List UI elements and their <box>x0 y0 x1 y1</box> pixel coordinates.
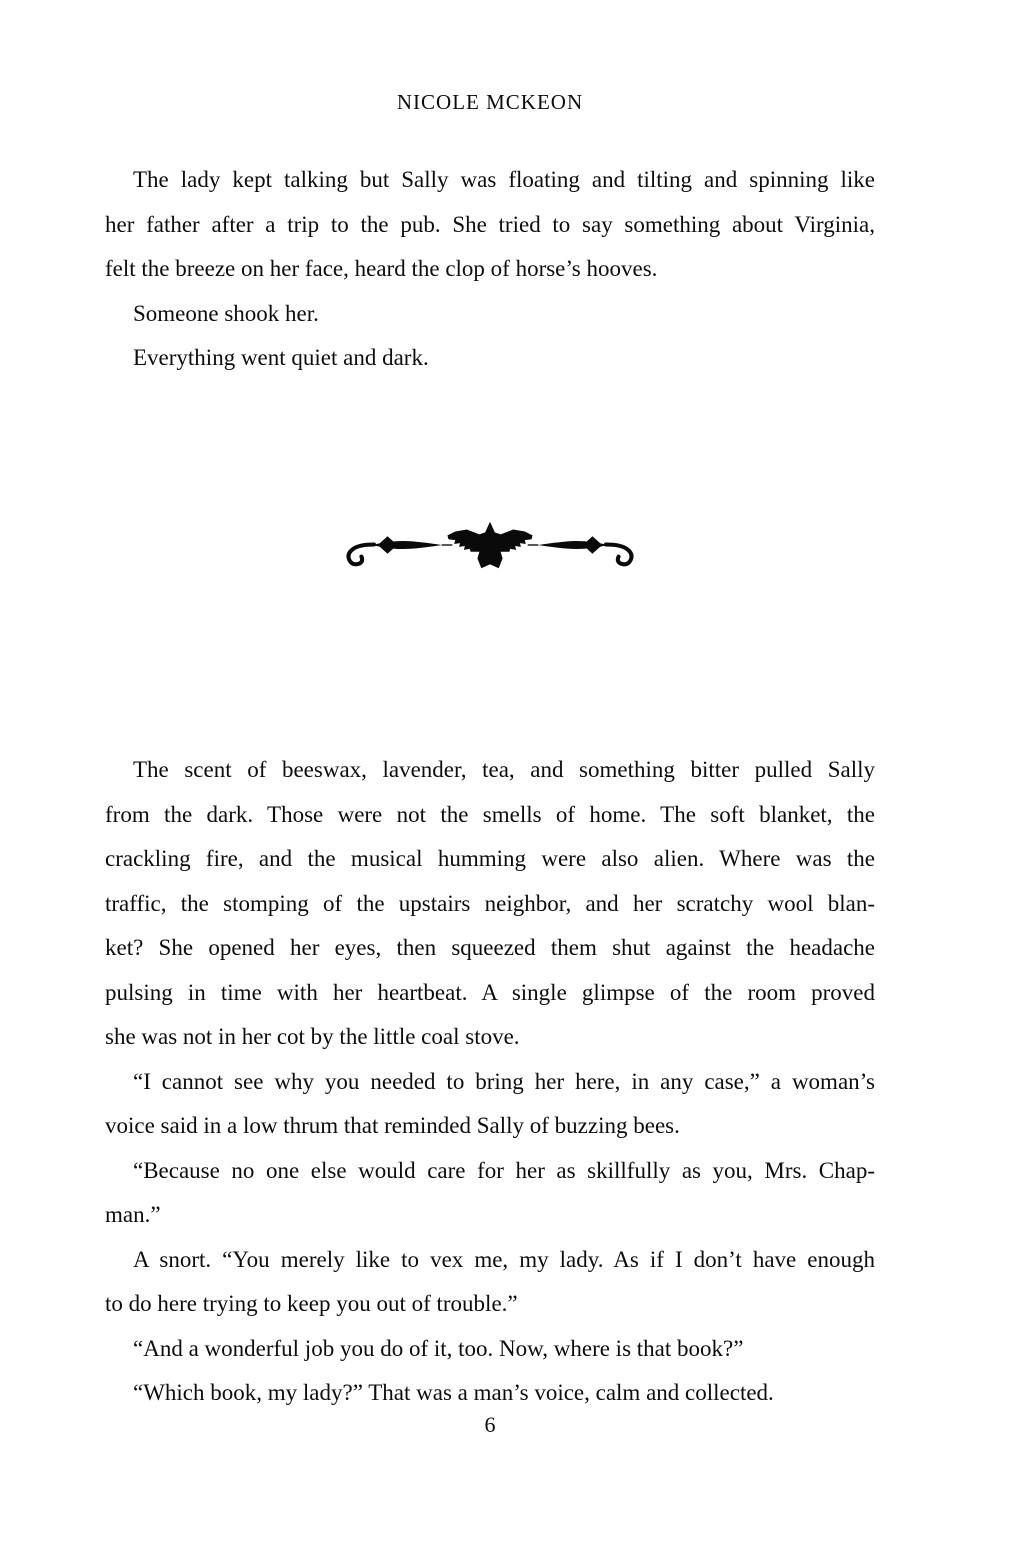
paragraph <box>105 336 875 381</box>
text-line: man.” <box>105 1202 161 1227</box>
paragraph <box>105 158 875 292</box>
scene-break-divider <box>335 516 645 574</box>
text-line: The scent of beeswax, lavender, tea, and something bitter pulled Sally <box>133 757 875 782</box>
divider-ornament-svg <box>335 516 645 574</box>
paragraph <box>105 748 875 1060</box>
text-line: “And a wonderful job you do of it, too. Now, where is that book?” <box>133 1335 744 1361</box>
text-line: “Because no one else would care for her as skillfully as you, Mrs. Chap- <box>133 1157 875 1183</box>
main-text-block <box>105 748 875 1416</box>
text-line: pulsing in time with her heartbeat. A single glimpse of the room proved <box>105 979 875 1005</box>
paragraph <box>105 292 875 337</box>
text-line: crackling fire, and the musical humming were also alien. Where was the <box>105 846 875 871</box>
text-line: to do here trying to keep you out of trouble.” <box>105 1291 518 1316</box>
text-line: voice said in a low thrum that reminded Sally of buzzing bees. <box>105 1113 680 1138</box>
running-header-author-name: NICOLE MCKEON <box>396 90 584 114</box>
text-line: Everything went quiet and dark. <box>133 345 429 370</box>
opening-text-block <box>105 158 875 381</box>
text-line: “Which book, my lady?” That was a man’s voice, calm and collected. <box>133 1380 774 1405</box>
text-line: she was not in her cot by the little coal stove. <box>105 1024 520 1049</box>
raven-icon <box>447 522 532 568</box>
text-line: The lady kept talking but Sally was floating and tilting and spinning like <box>133 167 875 192</box>
umbrella-right-icon <box>528 536 632 564</box>
text-line: felt the breeze on her face, heard the clop of horse’s hooves. <box>105 256 658 281</box>
text-line: traffic, the stomping of the upstairs neighbor, and her scratchy wool blan- <box>105 890 875 916</box>
text-line: her father after a trip to the pub. She tried to say something about Virginia, <box>105 211 875 237</box>
paragraph <box>105 1327 875 1372</box>
text-line: ket? She opened her eyes, then squeezed them shut against the headache <box>105 935 875 960</box>
text-line: from the dark. Those were not the smells of home. The soft blanket, the <box>105 801 875 827</box>
text-line: A snort. “You merely like to vex me, my lady. As if I don’t have enough <box>133 1246 875 1272</box>
paragraph <box>105 1149 875 1238</box>
text-line: “I cannot see why you needed to bring her here, in any case,” a woman’s <box>133 1068 875 1094</box>
umbrella-left-icon <box>348 536 452 564</box>
page-number: 6 <box>484 1412 496 1437</box>
text-line: Someone shook her. <box>133 300 319 326</box>
paragraph <box>105 1371 875 1416</box>
paragraph <box>105 1060 875 1149</box>
paragraph <box>105 1238 875 1327</box>
